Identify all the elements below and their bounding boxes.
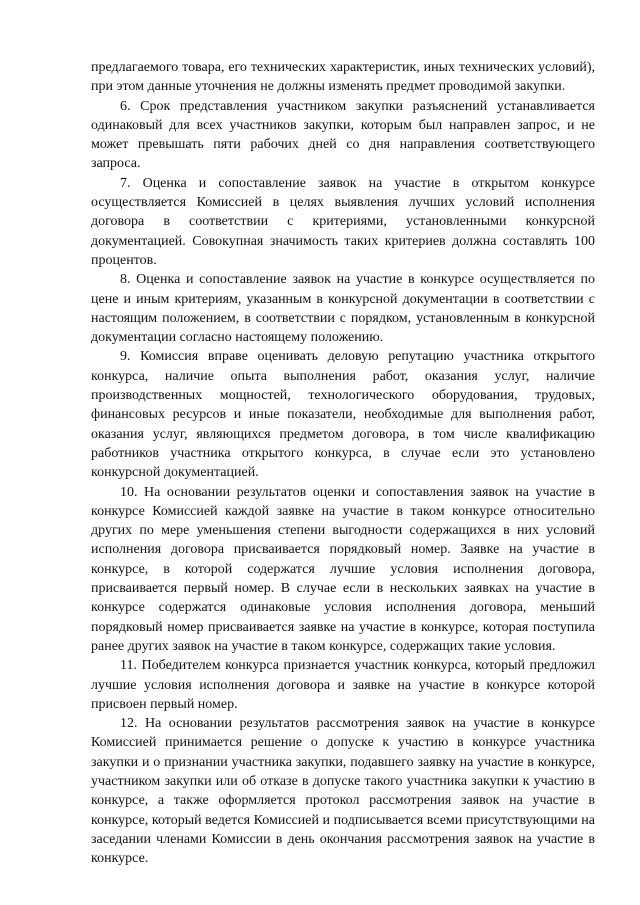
paragraph-8: 8. Оценка и сопоставление заявок на участие в конкурсе осуществляется по цене и иным критериям, указанным в конкурсной документации в соответствии с настоящим положением, в соответствии с порядком, установленным в конкурсной документации согласно настоящему положению. [91,272,595,346]
paragraph-10: 10. На основании результатов оценки и сопоставления заявок на участие в конкурсе Комиссией каждой заявке на участие в таком конкурсе относительно других по мере уменьшения степени выгодности содержащихся в них условий исполнения договора присваивается порядковый номер. Заявке на участие в конкурсе, в которой содержатся лучшие условия исполнения договора, присваивается первый номер. В случае если в нескольких заявках на участие в конкурсе содержатся одинаковые условия исполнения договора, меньший порядковый номер присваивается заявке на участие в конкурсе, которая поступила ранее других заявок на участие в таком конкурсе, содержащих такие условия. [91,484,595,654]
document-body [91,58,595,868]
paragraph-11: 11. Победителем конкурса признается участник конкурса, который предложил лучшие условия исполнения договора и заявке на участие в конкурсе которой присвоен первый номер. [91,658,595,712]
paragraph-12: 12. На основании результатов рассмотрения заявок на участие в конкурсе Комиссией принимается решение о допуске к участию в конкурсе участника закупки и о признании участника закупки, подавшего заявку на участие в конкурсе, участником закупки или об отказе в допуске такого участника закупки к участию в конкурсе, а также оформляется протокол рассмотрения заявок на участие в конкурсе, который ведется Комиссией и подписывается всеми присутствующими на заседании членами Комиссии в день окончания рассмотрения заявок на участие в конкурсе. [91,716,595,867]
paragraph-7: 7. Оценка и сопоставление заявок на участие в открытом конкурсе осуществляется Комиссией в целях выявления лучших условий исполнения договора в соответствии с критериями, установленными конкурсной документацией. Совокупная значимость таких критериев должна составлять 100 процентов. [91,175,595,268]
paragraph-6: 6. Срок представления участником закупки разъяснений устанавливается одинаковый для всех участников закупки, которым был направлен запрос, и не может превышать пяти рабочих дней со дня направления соответствующего запроса. [91,98,595,172]
paragraph-continuation: предлагаемого товара, его технических характеристик, иных технических условий), при этом данные уточнения не должны изменять предмет проводимой закупки. [91,60,595,95]
paragraph-9: 9. Комиссия вправе оценивать деловую репутацию участника открытого конкурса, наличие опыта выполнения работ, оказания услуг, наличие производственных мощностей, технологического оборудования, трудовых, финансовых ресурсов и иные показатели, необходимые для выполнения работ, оказания услуг, являющихся предметом договора, в том числе квалификацию работников участника открытого конкурса, в случае если это установлено конкурсной документацией. [91,349,595,481]
